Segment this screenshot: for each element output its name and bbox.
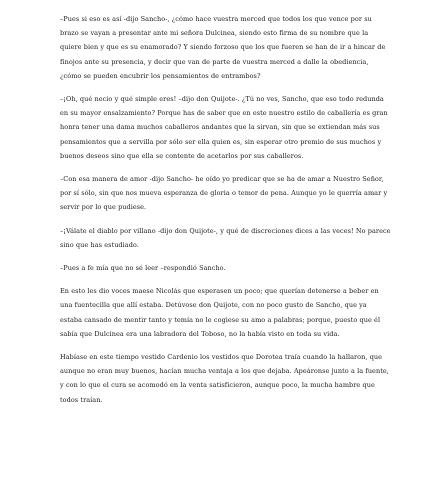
paragraph-3: –Con esa manera de amor -dijo Sancho- he oído yo predicar que se ha de amar a Nuestro Señor, por sí sólo, sin que nos mueva esperanza de gloria o temor de pena. Aunque yo le querría amar y servir por lo que pudiese. — [60, 175, 388, 212]
paragraph-2: –¡Oh, qué necio y qué simple eres! –dijo don Quijote-. ¿Tú no ves, Sancho, que eso todo redunda en su mayor ensalzamiento? Porque has de saber que en este nuestro estilo de caballería es gran honra tener una dama muchos caballeros andantes que la sirvan, sin que se extiendan más sus pensamientos que a servilla por sólo ser ella quien es, sin esperar otro premio de sus muchos y buenos deseos sino que ella se contente de acetarlos por sus caballeros. — [60, 95, 388, 160]
paragraph-5: –Pues a fe mía que no sé leer –respondió Sancho. — [60, 264, 226, 273]
paragraph-6: En esto les dio voces maese Nicolás que esperasen un poco; que querían detenerse a beber en una fuentecilla que allí estaba. Detúvose don Quijote, con no poco gusto de Sancho, que ya estaba cansado de mentir tanto y temía no le cogiese su amo a palabras; porque, puesto que él sabía que Dulcinea era una labradora del Toboso, no la había visto en toda su vida. — [60, 287, 381, 338]
paragraph-7: Habíase en este tiempo vestido Cardenio los vestidos que Dorotea traía cuando la hallaron, que aunque no eran muy buenos, hacían mucha ventaja a los que dejaba. Apeáronse junto a la fuente, y con lo que el cura se acomodó en la venta satisficieron, aunque poco, la mucha hambre que todos traían. — [60, 353, 389, 404]
paragraph-1: –Pues si eso es así -dijo Sancho-, ¿cómo hace vuestra merced que todos los que vence por su brazo se vayan a presentar ante mi señora Dulcinea, siendo esto firma de su nombre que la quiere bien y que es su enamorado? Y siendo forzoso que los que fueren se han de ir a hincar de finojos ante su presencia, y decir que van de parte de vuestra merced a dalle la obediencia, ¿cómo se pueden encubrir los pensamientos de entrambos? — [60, 15, 386, 80]
paragraph-4: –¡Válate el diablo por villano -dijo don Quijote-, y qué de discreciones dices a las veces! No parece sino que has estudiado. — [60, 226, 391, 249]
